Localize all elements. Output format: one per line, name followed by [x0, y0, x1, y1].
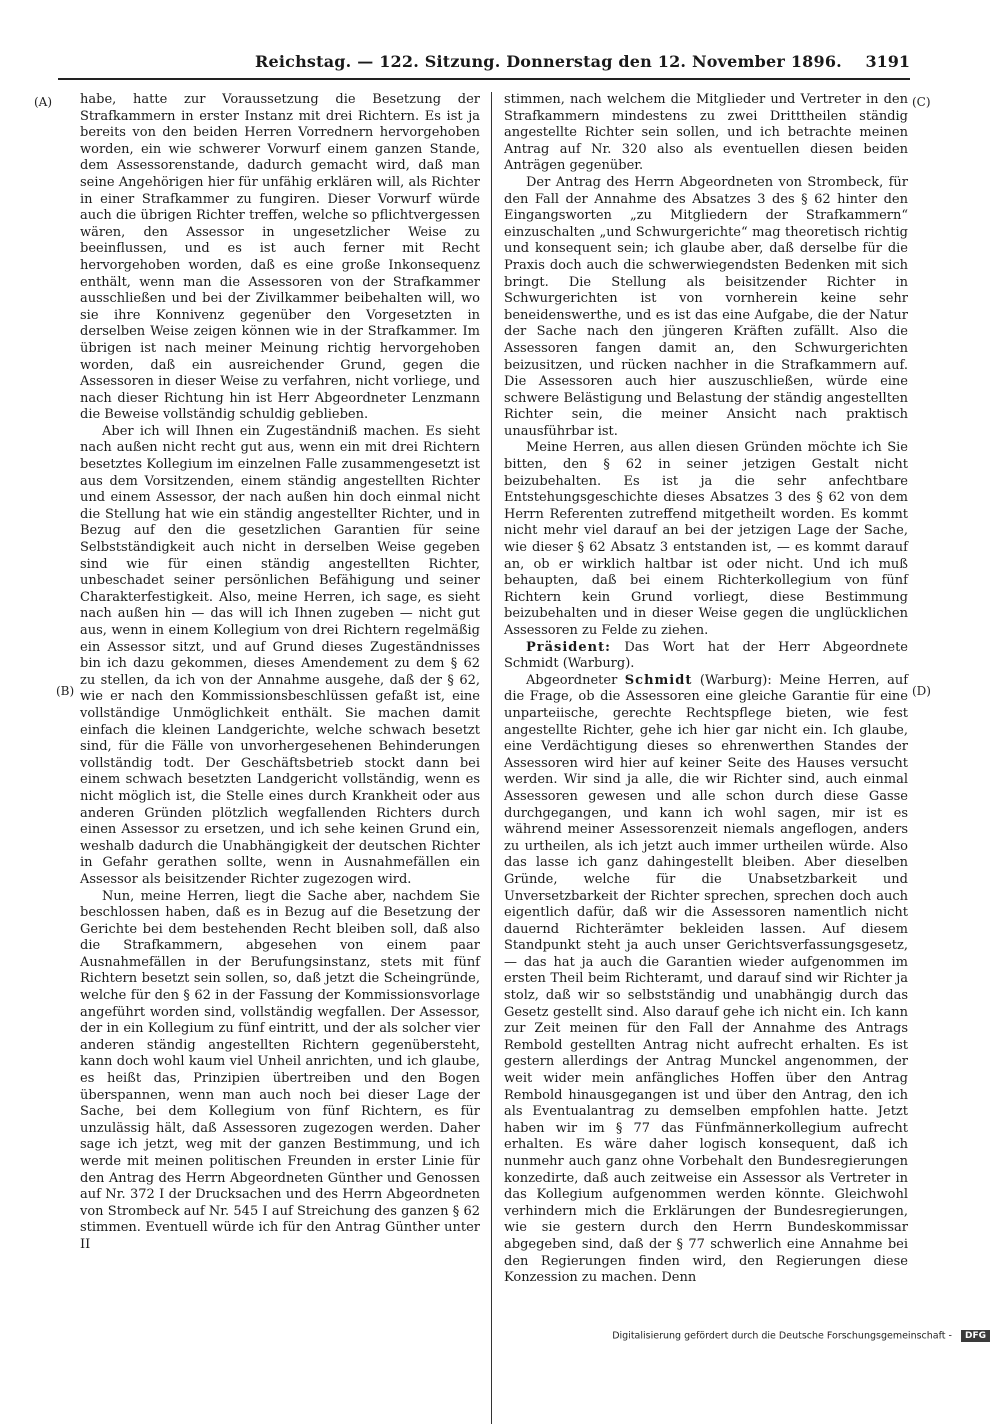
footer-credit [600, 1330, 990, 1348]
president-statement [504, 640, 908, 673]
column-divider [491, 92, 492, 1424]
margin-mark-a: (A) [34, 95, 53, 109]
speech-schmidt [504, 673, 908, 1287]
left-paragraph-3: Nun, meine Herren, liegt die Sache aber, nachdem Sie beschlossen haben, daß es in Bezug auf die Besetzung der Gerichte bei dem bestehenden Recht bleiben soll, daß also die Strafkammern, abgesehen von einem paar Ausnahmefällen in der Berufungsinstanz, stets mit fünf Richtern besetzt sein sollen, so, daß jetzt die Scheingründe, welche für den § 62 in der Fassung der Kommissionsvorlage angeführt worden sind, vollständig wegfallen. Der Assessor, der in ein Kollegium zu fünf eintritt, und der als solcher vier anderen ständig angestellten Richtern gegenübersteht, kann doch wohl kaum viel Unheil anrichten, und ich glaube, es heißt das, Prinzipien übertreiben und den Bogen überspannen, wenn man auch noch bei dieser Lage der Sache, bei dem Kollegium von fünf Richtern, es für unzulässig hält, daß Assessoren zugezogen werden. Daher sage ich jetzt, weg mit der ganzen Bestimmung, und ich werde mit meinen politischen Freunden in erster Linie für den Antrag des Herrn Abgeordneten Günther und Genossen auf Nr. 372 I der Drucksachen und des Herrn Abgeordneten von Strombeck auf Nr. 545 I auf Streichung des ganzen § 62 stimmen. Eventuell würde ich für den Antrag Günther unter II [80, 888, 480, 1252]
dfg-logo: DFG [961, 1330, 990, 1342]
right-paragraph-1: stimmen, nach welchem die Mitglieder und Vertreter in den Strafkammern mindestens zu zwei Dritttheilen ständig angestellte Richter sein sollen, und ich betrachte meinen Antrag auf Nr. 320 also als eventuellen diesen beiden Anträgen gegenüber. [504, 92, 908, 174]
speaker-intro: Abgeordneter [526, 672, 618, 688]
right-paragraph-2: Der Antrag des Herrn Abgeordneten von Strombeck, für den Fall der Annahme des Absatzes 3 des § 62 hinter den Eingangsworten „zu Mitgliedern der Strafkammern“ einzuschalten „und Schwurgerichte“ mag theoretisch richtig und konsequent sein; ich glaube aber, daß derselbe für die Praxis doch auch die schwerwiegendsten Bedenken mit sich bringt. Die Stellung als beisitzender Richter in Schwurgerichten ist von vornherein keine sehr beneidenswerthe, und es ist das eine Aufgabe, die der Natur der Sache nach den jüngeren Kräften zufällt. Also die Assessoren fangen damit an, den Schwurgerichten beizusitzen, und rücken nachher in die Strafkammern auf. Die Assessoren auch hier auszuschließen, würde eine schwere Belästigung und Belastung der ständig angestellten Richter sein, die meiner Ansicht nach praktisch unausführbar ist. [504, 174, 908, 439]
speech-text: (Warburg): Meine Herren, auf die Frage, ob die Assessoren eine gleiche Garantie für eine unparteiische, gerechte Rechtspflege bieten, wie fest angestellte Richter, gehe ich hier gar nicht ein. Ich glaube, eine Verdächtigung dieses so ehrenwerthen Standes der Assessoren wird hier auf keiner Seite des Hauses versucht werden. Wir sind ja alle, die wir Richter sind, auch einmal Assessoren gewesen und alle schon durch diese Gasse durchgegangen, und kann ich wohl sagen, mir ist es während meiner Assessorenzeit niemals angeflogen, anders zu urtheilen, als ich jetzt auch immer urtheilen würde. Also das lasse ich ganz dahingestellt bleiben. Aber dieselben Gründe, welche für die Unabsetzbarkeit und Unversetzbarkeit der Richter sprechen, sprechen doch auch eigentlich dafür, daß wir die Assessoren namentlich nicht dauernd Richterämter bekleiden lassen. Auf diesem Standpunkt steht ja auch unser Gerichtsverfassungsgesetz, — das hat ja auch die Garantien wieder aufgenommen im ersten Theil beim Richteramt, und darauf sind wir Richter ja stolz, daß wir so selbstständig und unabhängig durch das Gesetz gestellt sind. Also darauf gehe ich nicht ein. Ich kann zur Zeit meinen für den Fall der Annahme des Antrags Rembold gestellten Antrag nicht aufrecht erhalten. Es ist gestern allerdings der Antrag Munckel angenommen, der weit wider mein anfängliches Hoffen über den Antrag Rembold hinausgegangen ist und über den Antrag, den ich als Eventualantrag zu demselben empfohlen hatte. Jetzt haben wir im § 77 das Fünfmännerkollegium aufrecht erhalten. Es wäre daher logisch konsequent, daß ich nunmehr auch ganz ohne Vorbehalt den Bundesregierungen konzedirte, daß auch zeitweise ein Assessor als Vertreter in das Kollegium aufgenommen werden könnte. Gleichwohl verhindern mich die Erklärungen der Bundesregierungen, wie sie gestern durch den Herrn Bundeskommissar abgegeben sind, daß der § 77 schwerlich eine Annahme bei den Regierungen finden wird, den Regierungen diese Konzession zu machen. Denn [504, 672, 909, 1286]
page-header-title: Reichstag. — 122. Sitzung. Donnerstag den 12. November 1896. [255, 52, 842, 71]
margin-mark-b: (B) [56, 684, 75, 698]
right-text-column [504, 92, 909, 1286]
page-header [255, 50, 910, 74]
footer-text: Digitalisierung gefördert durch die Deutsche Forschungsgemeinschaft - [612, 1330, 952, 1342]
header-rule [58, 78, 910, 80]
speaker-name: Schmidt [624, 672, 693, 688]
margin-mark-c: (C) [912, 95, 931, 109]
president-label: Präsident: [526, 639, 611, 655]
margin-mark-d: (D) [912, 684, 931, 698]
left-text-column [80, 92, 480, 1272]
president-text: Das Wort hat der Herr Abgeordnete Schmidt (Warburg). [504, 639, 909, 672]
left-paragraph-2: Aber ich will Ihnen ein Zugeständniß machen. Es sieht nach außen nicht recht gut aus, wenn ein mit drei Richtern besetztes Kollegium im einzelnen Falle zusammengesetzt ist aus dem Vorsitzenden, einem ständig angestellten Richter und einem Assessor, der nach außen hin doch einmal nicht die Stellung hat wie ein ständig angestellter Richter, und in Bezug auf den die gesetzlichen Garantien für seine Selbstständigkeit auch nicht in derselben Weise gegeben sind wie für einen ständig angestellten Richter, unbeschadet seiner persönlichen Befähigung und seiner Charakterfestigkeit. Also, meine Herren, ich sage, es sieht nach außen hin — das will ich Ihnen zugeben — nicht gut aus, wenn in einem Kollegium von drei Richtern regelmäßig ein Assessor sitzt, und auf Grund dieses Zugeständnisses bin ich dazu gekommen, dieses Amendement zu dem § 62 zu stellen, da ich von der Annahme ausgehe, daß der § 62, wie er nach den Kommissionsbeschlüssen gefaßt ist, eine vollständige Unmöglichkeit enthält. Sie machen damit einfach die kleinen Landgerichte, welche schwach besetzt sind, für die Fälle von unvorhergesehenen Behinderungen vollständig todt. Der Geschäftsbetrieb stockt dann bei einem schwach besetzten Landgericht vollständig, wenn es nicht möglich ist, die Stelle eines durch Krankheit oder aus anderen Gründen plötzlich wegfallenden Richters durch einen Assessor zu ersetzen, und ich sehe keinen Grund ein, weshalb dadurch die Unabhängigkeit der deutschen Richter in Gefahr gerathen sollte, wenn in Ausnahmefällen ein Assessor als beisitzender Richter zugezogen wird. [80, 423, 480, 887]
page-number: 3191 [865, 52, 910, 71]
left-paragraph-1: habe, hatte zur Voraussetzung die Besetzung der Strafkammern in erster Instanz mit drei Richtern. Es ist ja bereits von den beiden Herren Vorrednern hervorgehoben worden, ein wie schwerer Vorwurf einem ganzen Stande, dem Assessorenstande, dadurch gemacht wird, daß man seine Angehörigen hier für unfähig erklären will, als Richter in einer Strafkammer zu fungiren. Dieser Vorwurf würde auch die übrigen Richter treffen, welche so pflichtvergessen wären, den Assessor in ungesetzlicher Weise zu beeinflussen, und es ist auch ferner mit Recht hervorgehoben worden, daß es eine große Inkonsequenz enthält, wenn man die Assessoren von der Strafkammer ausschließen und bei der Zivilkammer beibehalten will, wo sie ihre Konnivenz gegenüber den Vorgesetzten in derselben Weise zeigen können wie in der Strafkammer. Im übrigen ist nach meiner Meinung richtig hervorgehoben worden, daß ein ausreichender Grund, gegen die Assessoren in dieser Weise zu verfahren, nicht vorliege, und nach dieser Richtung hin ist Herr Abgeordneter Lenzmann die Beweise vollständig schuldig geblieben. [80, 92, 480, 423]
right-paragraph-3: Meine Herren, aus allen diesen Gründen möchte ich Sie bitten, den § 62 in seiner jetzigen Gestalt nicht beizubehalten. Es ist ja die sehr anfechtbare Entstehungsgeschichte dieses Absatzes 3 des § 62 von dem Herrn Referenten zutreffend mitgetheilt worden. Es kommt nicht mehr viel darauf an bei der jetzigen Lage der Sache, wie dieser § 62 Absatz 3 entstanden ist, — es kommt darauf an, ob er wirklich haltbar ist oder nicht. Und ich muß behaupten, daß bei einem Richterkollegium von fünf Richtern kein Grund vorliegt, diese Bestimmung beizubehalten und in dieser Weise gegen die unglücklichen Assessoren zu Felde zu ziehen. [504, 440, 908, 638]
